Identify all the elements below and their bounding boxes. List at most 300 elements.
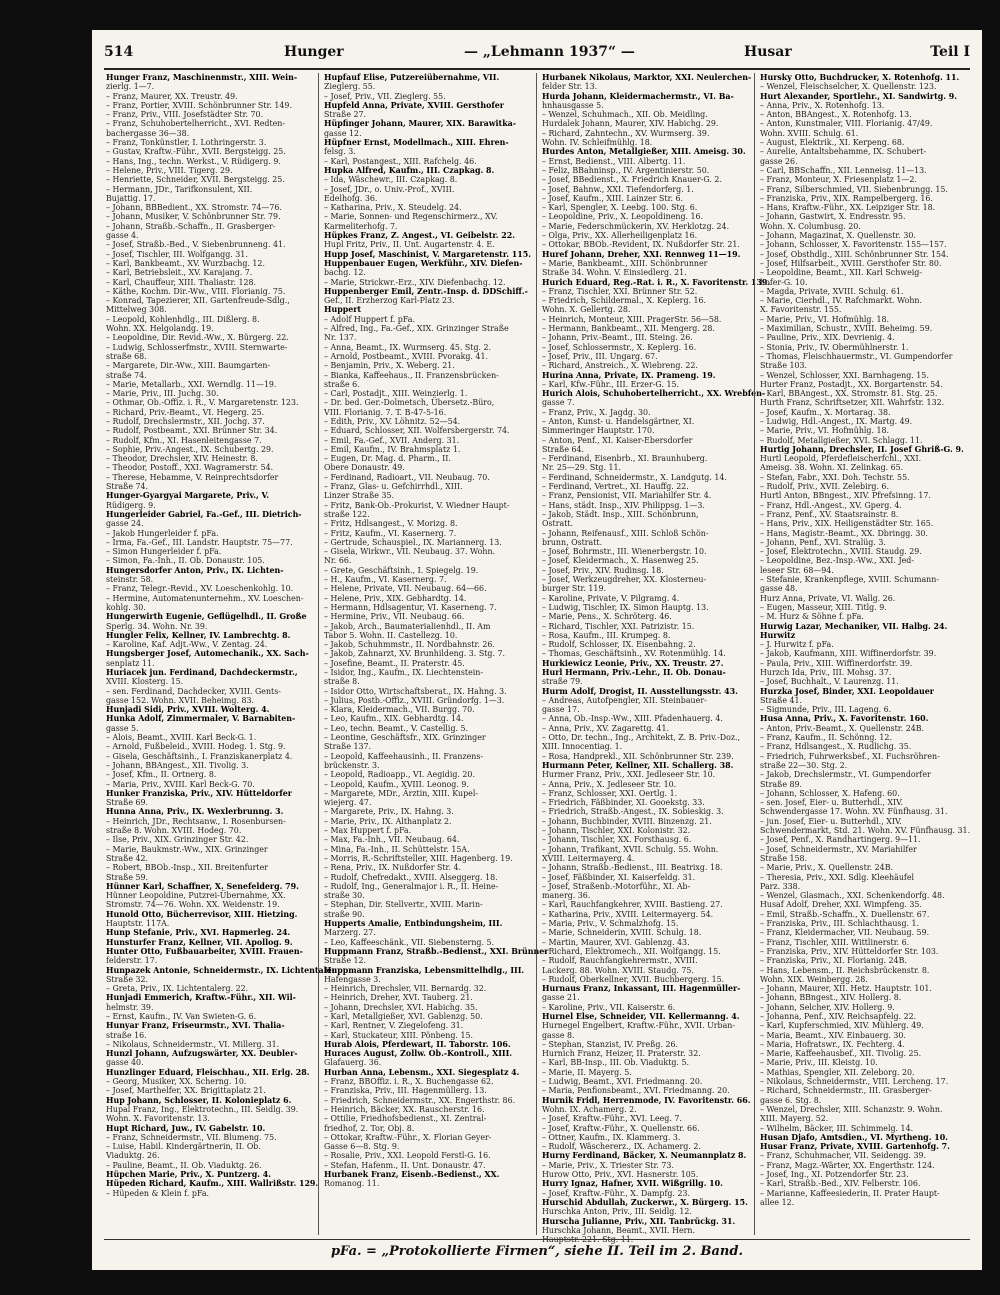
directory-entry: gasse 26. <box>760 156 798 166</box>
directory-entry: – Ferdinand, Eisenbrb., XI. Braunhuberg. <box>542 454 708 464</box>
directory-entry: – Jakob, Zahnarzt, XV. Brunhildeng. 3. Stg. 7. <box>324 649 505 659</box>
directory-surname-entry: Hupperts Amalie, Entbindungsheim, III. <box>324 919 503 929</box>
directory-entry: straße 122. <box>324 509 370 519</box>
directory-entry: – Jakob, Drechslermstr., VI. Gumpendorfer <box>760 770 931 780</box>
directory-entry: – Johann, BBngest., XIV. Hollerg. 8. <box>760 993 902 1003</box>
directory-entry: – Wenzel, Schuhmach., XII. Ob. Meidling. <box>542 110 708 120</box>
directory-entry: Zieglerg. 55. <box>324 82 376 92</box>
directory-entry: Hurschka Anton, Priv., III. Seidlg. 12. <box>542 1207 692 1217</box>
directory-entry: – Josef, Priv., XIV. Rudinsg. 18. <box>542 565 664 575</box>
directory-entry: zierlg. 1—7. <box>106 82 155 92</box>
directory-entry: – Hans, Lebensm., II. Reichsbrückenstr. 8. <box>760 965 930 975</box>
directory-surname-entry: Hungerwirth Eugenie, Geflügelhdl., II. Große <box>106 612 307 622</box>
directory-entry: – Leontine, Geschäftsfr., XIX. Grinzinger <box>324 733 486 743</box>
directory-entry: Husaf Adolf, Dreher, XXI. Wimpfeng. 35. <box>760 900 922 910</box>
page-number: 514 <box>104 44 134 60</box>
directory-entry: – Stephan, Stanzist, IV. Preßg. 26. <box>542 1039 679 1049</box>
directory-entry: gasse 17. <box>542 705 580 715</box>
directory-entry: – Josef, Bahnw., XXI. Tiefendorferg. 1. <box>542 184 694 194</box>
directory-entry: – Rudolf, Kfm., XI. Hasenleitengasse 7. <box>106 435 262 445</box>
directory-entry: – Olga, Priv., XX. Allerheiligenplatz 16. <box>542 231 698 241</box>
directory-surname-entry: Hurwitz <box>760 630 796 640</box>
directory-entry: – Gustav, Kraftw.-Führ., XVII. Bergsteigg. 25. <box>106 147 286 157</box>
directory-entry: – August, Elektrik., XI. Kerpeng. 68. <box>760 138 905 148</box>
directory-surname-entry: Hurbanek Nikolaus, Marktor, XXI. Neulerchen- <box>542 73 752 82</box>
directory-entry: – Rudolf, Drechslermstr., XII. Jochg. 37. <box>106 416 265 426</box>
directory-entry: – Richard, Priv.-Beamt., VI. Hegerg. 25. <box>106 407 265 417</box>
directory-entry: Hupl Fritz, Priv., II. Unt. Augartenstr. 4. E. <box>324 240 495 250</box>
directory-entry: – Rena, Priv., IX. Nußdorfer Str. 4. <box>324 863 461 873</box>
directory-entry: – Franz, Penf., XV. Staatsrainstr. 8. <box>760 509 899 519</box>
directory-entry: – Arnold, Fußbeleid., XVIII. Hodeg. 1. Stg. 9. <box>106 742 286 752</box>
directory-entry: – Anna, Ob.-Insp.-Ww., XIII. Pfadenhauerg. 4. <box>542 714 723 724</box>
directory-entry: – Marie, Priv., X. Quellenstr. 24B. <box>760 863 894 873</box>
directory-entry: – Feliz, BBahninsp., IV. Argentinierstr. 50. <box>542 165 710 175</box>
directory-entry: – Johann, Tischler, XX. Forsthausg. 6. <box>542 835 692 845</box>
directory-entry: – Friedrich, Straßb.-Angest., IX. Sobieskig. 3. <box>542 807 724 817</box>
directory-entry: – sen. Josef, Eier- u. Butterhdl., XIV. <box>760 798 903 808</box>
directory-entry: – Julius, Postb.-Offiz., XVIII. Gründorfg. 1—3. <box>324 695 505 705</box>
directory-entry: – Klara, Kleidermach., VII. Burgg. 70. <box>324 705 475 715</box>
directory-entry: – Leo, Kaffeeschänk., VII. Siebensterng. 5. <box>324 937 495 947</box>
directory-entry: Hurnich Franz, Heizer, II. Praterstr. 32. <box>542 1049 701 1059</box>
directory-entry: – Fritz, Bank-Ob.-Prokurist, V. Wiedner Haupt- <box>324 500 510 510</box>
directory-entry: Wohn. IX. Achamerg. 2. <box>542 1104 637 1114</box>
directory-entry: Hurdalek Johann, Maurer, XIV. Habichg. 29. <box>542 119 719 129</box>
directory-entry: – Bianka, Kaffeehaus., II. Franzensbrücken- <box>324 370 499 380</box>
directory-entry: – Josef, Schneidermstr., XV. Mariahilfer <box>760 844 917 854</box>
directory-entry: bachergasse 36—38. <box>106 128 190 138</box>
directory-entry: – Katharina, Priv., X. Steudelg. 24. <box>324 203 462 213</box>
directory-entry: – Karl, Chauffeur, XIII. Thaliastr. 128. <box>106 277 257 287</box>
directory-entry: Gef., II. Erzherzog Karl-Platz 23. <box>324 296 455 306</box>
directory-entry: – M. Hurz & Söhne f. pFa. <box>760 612 864 622</box>
directory-entry: – Alfred, Ing., Fa.-Gef., XIX. Grinzinger Straße <box>324 324 509 334</box>
directory-entry: – Johann, Maurer, XII. Hetz. Hauptstr. 101. <box>760 984 932 994</box>
directory-entry: – Franz, Maurer, XX. Treustr. 49. <box>106 91 238 101</box>
directory-entry: – Karl, Spengler, X. Leebg. 100. Stg. 6. <box>542 203 698 213</box>
directory-surname-entry: Hurab Alois, Pferdewart, II. Taborstr. 106. <box>324 1039 511 1049</box>
directory-entry: – Ferdinand, Radioart., VII. Neubaug. 70. <box>324 472 490 482</box>
directory-entry: – Marie, Baukmstr.-Ww., XIX. Grinzinger <box>106 844 268 854</box>
directory-entry: straße 8. Wohn. XVIII. Hodeg. 70. <box>106 826 242 836</box>
directory-entry: XVIII. Leitermayerg. 4. <box>542 853 635 863</box>
directory-entry: – Hermann, Bankbeamt., XII. Mengerg. 28. <box>542 324 715 334</box>
page-header <box>104 44 970 70</box>
directory-entry: – Josef, Kraftw.-Führ., XVI. Leeg. 7. <box>542 1114 682 1124</box>
directory-entry: bachg. 12. <box>324 268 366 278</box>
directory-entry: – Leopold, Kaufm., XVIII. Leonog. 9. <box>324 779 469 789</box>
directory-entry: – Hans, Kraftw.-Führ., XX. Leipziger Str. 18. <box>760 203 936 213</box>
directory-entry: – Carl, Postadjt., XIII. Weinzierlg. 1. <box>324 389 468 399</box>
directory-entry: – Rudolf, Chefredakt., XVIII. Alseggerg. 18. <box>324 872 498 882</box>
directory-entry: steinstr. 58. <box>106 575 154 585</box>
directory-entry: – Marie, Priv., VI. Hofmühlg. 18. <box>760 426 890 436</box>
directory-entry: – Hermann, Hdlsagentur, VI. Kaserneng. 7. <box>324 602 497 612</box>
directory-entry: – sen. Ferdinand, Dachdecker, XVIII. Gents- <box>106 686 281 696</box>
directory-entry: – Karl, Stuckateur, XIII. Pönbeng. 15. <box>324 1030 473 1040</box>
directory-entry: – Rudolf, Rauchfangkehrermstr., XVIII. <box>542 956 698 966</box>
directory-surname-entry: Hungsberger Josef, Automechanik., XX. Sach- <box>106 649 309 659</box>
directory-entry: – Gertrude, Schauspiel., IX. Mariannerg. 13. <box>324 537 502 547</box>
header-left-word: Hunger <box>284 44 344 60</box>
directory-entry: Tabor 5. Wohn. II. Castellezg. 10. <box>324 630 458 640</box>
directory-entry: – Margarete, Priv., IX. Hahng. 3. <box>324 807 454 817</box>
directory-entry: Straße 32. <box>106 974 149 984</box>
directory-entry: – Edith, Priv., XV. Löhnitz. 52—54. <box>324 416 461 426</box>
directory-entry: – Heinrich, Drechsler, VII. Bernardg. 32. <box>324 984 487 994</box>
directory-entry: – Josef, Werkzeugdreher, XX. Klosterneu- <box>542 575 707 585</box>
directory-entry: – Franziska, Priv., XI. Florianig. 24B. <box>760 956 907 966</box>
directory-entry: – Rudolf, Priv., XVII. Zelebirg. 6. <box>760 482 889 492</box>
directory-entry: – Thomas, Geschäftsinh., XV. Rotenmühlg. 14. <box>542 649 726 659</box>
directory-entry: – Josef, Obsthdlg., XIII. Schönbrunner Str. 154. <box>760 249 949 259</box>
directory-entry: Viaduktg. 26. <box>106 1151 160 1161</box>
directory-entry: – Ludwig, Schlosserfmstr., XVIII. Sternwarte- <box>106 342 288 352</box>
directory-entry: – Franz, Tischler, XIII. Wittlinerstr. 6. <box>760 937 910 947</box>
directory-entry: Hafengasse 3. <box>324 974 381 984</box>
directory-surname-entry: Hunzl Johann, Aufzugswärter, XX. Deubler- <box>106 1049 298 1059</box>
directory-entry: – Richard, Zahntechn., XV. Wurmserg. 39. <box>542 128 710 138</box>
directory-entry: straße 22—30. Stg. 2. <box>760 760 848 770</box>
directory-entry: – Maria, Priv., XVIII. Karl Beck-G. 70. <box>106 779 255 789</box>
directory-entry: – Johann, Reifenausf., XIII. Schloß Schön- <box>542 528 709 538</box>
directory-entry: – Jakob, Schuhmmstr., II. Nordbahnstr. 26. <box>324 640 495 650</box>
directory-entry: Gasse 6—8. Stg. 9. <box>324 1142 400 1152</box>
directory-entry: – Josef, Straßb.-Bed., V. Siebenbrunneng. 41. <box>106 240 286 250</box>
directory-entry: – Margarete, Dir.-Ww., XIII. Baumgarten- <box>106 361 271 371</box>
directory-surname-entry: Hurny Ferdinand, Bäcker, X. Neumannplatz 8. <box>542 1151 747 1161</box>
directory-entry: – Josef, Kaufm., X. Mortarag. 38. <box>760 407 891 417</box>
directory-surname-entry: Hüpfinger Johann, Maurer, XIX. Barawitka- <box>324 119 517 129</box>
directory-entry: – Othmar, Ob.-Offiz. i. R., V. Margaretenstr. 123. <box>106 398 299 408</box>
directory-entry: Hurzch Ida, Priv., III. Mohsg. 37. <box>760 668 892 677</box>
directory-entry: – Pauline, Priv., XIX. Devrienig. 4. <box>760 333 895 343</box>
directory-entry: – Franz, Schneidermstr., VII. Blumeng. 75. <box>106 1132 277 1142</box>
directory-entry: X. Favoritenstr. 155. <box>760 305 842 315</box>
directory-entry: Wohn. X. Columbusg. 20. <box>760 221 861 231</box>
directory-entry: – Josef, Schlossermstr., X. Keplerg. 16. <box>542 342 697 352</box>
directory-surname-entry: Hüpeden Richard, Kaufm., XIII. Wallrißstr. 129. <box>106 1179 319 1189</box>
directory-entry: Obere Donaustr. 49. <box>324 463 405 473</box>
directory-surname-entry: Hunker Franziska, Priv., XIV. Hütteldorfer <box>106 788 292 798</box>
directory-entry: – Karl, Betriebsleit., XV. Karajang. 7. <box>106 268 253 278</box>
footer-note: pFa. = „Protokollierte Firmen“, siehe II. Teil im 2. Band. <box>330 1244 744 1259</box>
directory-entry: – Eduard, Schlosser, XII. Wolfersbergerstr. 74. <box>324 426 510 436</box>
directory-entry: Wohn. X. Favoritenstr. 13. <box>106 1114 210 1124</box>
directory-surname-entry: Husar Franz, Private, XVIII. Gartenhofg. 7. <box>760 1142 950 1152</box>
directory-entry: – Josef, Kraftw.-Führ., X. Dampfg. 23. <box>542 1188 690 1198</box>
directory-entry: – Thomas, Fleischhauermstr., VI. Gumpendorfer <box>760 351 953 361</box>
directory-entry: – Franziska, Priv., III. Hagenmüllerg. 13. <box>324 1086 487 1096</box>
directory-surname-entry: Hupka Alfred, Kaufm., III. Czapkag. 8. <box>324 165 495 175</box>
directory-entry: – Maria, Priv., V. Schmalzhofg. 15. <box>542 919 679 929</box>
directory-entry: – Marie, Priv., X. Triester Str. 73. <box>542 1160 674 1170</box>
directory-entry: – Franz, Kleidermacher, VII. Neubaug. 59. <box>760 928 930 938</box>
directory-entry: VIII. Florianig. 7. T. B-47-5-16. <box>324 407 447 417</box>
directory-entry: Straße 137. <box>324 742 372 752</box>
directory-surname-entry: Hursky Otto, Buchdrucker, X. Rotenhofg. 11. <box>760 73 960 82</box>
directory-surname-entry: Hunpazek Antonie, Schneidermstr., IX. Lichtentaler <box>106 965 336 975</box>
directory-entry: – Johanna, Penf., XIV. Reichsapfelg. 22. <box>760 1011 917 1021</box>
header-rule <box>104 68 970 70</box>
directory-surname-entry: Huppenbauer Eugen, Werkführ., XIV. Diefen- <box>324 258 523 268</box>
directory-surname-entry: Huref Johann, Dreher, XXI. Rennweg 11—19. <box>542 249 741 259</box>
directory-entry: – Ludwig, Tischler, IX. Simon Hauptg. 13. <box>542 602 709 612</box>
directory-entry: Straße 103. <box>760 361 808 371</box>
directory-entry: – Georg, Musiker, XX. Scherng. 10. <box>106 1077 247 1087</box>
directory-entry: – Ottokar, Kraftw.-Führ., X. Florian Geyer- <box>324 1132 492 1142</box>
directory-entry: – Josef, Fäßbinder, XI. Kaiserfeldg. 31. <box>542 872 696 882</box>
directory-entry: – Adolf Huppert f. pFa. <box>324 314 415 324</box>
directory-surname-entry: Hurt Alexander, Sportlehr., XI. Sandwirtg. 9. <box>760 91 957 101</box>
directory-entry: – Karl, Straßb.-Bed., XIV. Felberstr. 106. <box>760 1179 921 1189</box>
directory-entry: – Jakob, Kaufmann, XIII. Wiffinerdorfstr. 39. <box>760 649 937 659</box>
directory-entry: – Sigmunde, Priv., III. Lageng. 6. <box>760 705 892 715</box>
directory-entry: – Johann, Penf., XVI. Stralüg. 3. <box>760 537 886 547</box>
directory-entry: – Leopoldine, Priv., X. Leopoldineng. 16. <box>542 212 704 222</box>
directory-surname-entry: Hunna Anna, Priv., IX. Wexlerbrunng. 3. <box>106 807 284 817</box>
directory-surname-entry: Husa Anna, Priv., X. Favoritenstr. 160. <box>760 714 929 724</box>
directory-entry: – Heinrich, Dreher, XVI. Tauberg. 21. <box>324 993 473 1003</box>
directory-entry: – Ernst, Kaufm., IV. Van Swieten-G. 6. <box>106 1011 257 1021</box>
directory-surname-entry: Hurl Hermann, Priv.-Lehr., II. Ob. Donau- <box>542 668 726 677</box>
directory-entry: – Karl, Rauchfangkehrer, XVIII. Bastieng. 27. <box>542 900 723 910</box>
directory-entry: – J. Hurwitz f. pFa. <box>760 640 834 650</box>
directory-entry: Straße 42. <box>106 853 149 863</box>
directory-entry: – Marie, Pens., X. Schröterg. 46. <box>542 612 672 622</box>
column-4 <box>758 73 970 1235</box>
directory-entry: brückenstr. 3. <box>324 760 380 770</box>
directory-entry: – Josef, Priv., III. Ungarg. 67. <box>542 351 658 361</box>
directory-surname-entry: Hurda Johann, Kleidermachermstr., VI. Ba- <box>542 91 734 101</box>
directory-entry: – Hermine, Automatenunternehm., XV. Loeschen- <box>106 593 304 603</box>
directory-entry: Schwendermarkt, Std. 21. Wohn. XV. Fünfhausg. 31. <box>760 826 971 836</box>
directory-surname-entry: Huriacek jun. Ferdinand, Dachdeckermstr., <box>106 668 298 677</box>
directory-entry: – Katharina, Priv., XVIII. Leitermayerg. 54. <box>542 909 714 919</box>
directory-entry: – Hüpeden & Klein f. pFa. <box>106 1188 210 1198</box>
directory-entry: – Marie, Sonnen- und Regenschirmerz., XV. <box>324 212 498 222</box>
directory-entry: Marzerg. 27. <box>324 928 376 938</box>
directory-entry: – Heinrich, JDr., Rechtsanw., I. Rosenbursen- <box>106 816 286 826</box>
directory-entry: – Karl, Rentner, V. Ziegelofeng. 31. <box>324 1021 464 1031</box>
directory-entry: – Heinrich, Monteur, XIII. PragerStr. 56—58. <box>542 314 722 324</box>
directory-entry: wiejerg. 47. <box>324 798 372 808</box>
directory-entry: Hurnegel Engelbert, Kraftw.-Führ., XVII. Urban- <box>542 1021 736 1031</box>
directory-entry: – Gisela, Wirkwr., VII. Neubaug. 37. Wohn. <box>324 547 496 557</box>
directory-entry: Sperlg. 34. Wohn. Nr. 39. <box>106 621 208 631</box>
directory-entry: – Ilse, Priv., XIX. Grinzinger Str. 42. <box>106 835 249 845</box>
directory-entry: – Mathias, Spengler, XII. Zeleborg. 20. <box>760 1067 915 1077</box>
directory-entry: – Marie, Priv., VI. Hofmühlg. 18. <box>760 314 890 324</box>
directory-entry: – Greta, Priv., IX. Lichtentalerg. 22. <box>106 984 249 994</box>
directory-entry: Straße 27. <box>324 110 367 120</box>
directory-entry: – Hans, Priv., XIX. Heiligenstädter Str. 165. <box>760 519 934 529</box>
directory-entry: Edelhofg. 36. <box>324 193 378 203</box>
directory-entry: – Rudolf, Oberkellner, XVII. Buchbergerg. 15. <box>542 974 725 984</box>
directory-entry: – Fritz, Hdlsangest., V. Morizg. 8. <box>324 519 458 529</box>
directory-entry: – Margarete, MDr., Ärztin, XIII. Kupel- <box>324 788 479 798</box>
directory-entry: senplatz 11. <box>106 658 155 668</box>
directory-entry: – Friedrich, Fäßbinder, XI. Gooekstg. 33. <box>542 798 705 808</box>
directory-entry: Hurz Anna, Private, VI. Wallg. 26. <box>760 593 896 603</box>
directory-entry: Stromstr. 74—76. Wohn. XX. Weidenstr. 19. <box>106 900 280 910</box>
directory-entry: Hurow Otto, Priv., XVI. Hasnerstr. 105. <box>542 1170 699 1180</box>
directory-entry: Schwendergasse 17. Wohn. XV. Fünfhausg. 31. <box>760 807 948 817</box>
directory-entry: – Anna, Priv., X. Rotenhofg. 13. <box>760 100 885 110</box>
directory-entry: – Stefanie, Krankenpflege, XVIII. Schumann- <box>760 575 940 585</box>
directory-entry: Lackerg. 88. Wohn. XVIII. Staudg. 75. <box>542 965 694 975</box>
directory-surname-entry: Hurwig Lazar, Mechaniker, VII. Halbg. 24. <box>760 621 948 631</box>
directory-entry: Hurtl Leopold, Pferdefleischerfchl., XXI. <box>760 454 922 464</box>
directory-entry: – Wenzel, Glasmach., XXI. Schenkendorfg. 48. <box>760 891 945 901</box>
directory-entry: – Andreas, Autofpengler, XII. Steinbauer- <box>542 695 707 705</box>
directory-surname-entry: Hunold Otto, Bücherrevisor, XIII. Hietzing. <box>106 909 298 919</box>
directory-entry: – Fritz, Kaufm., VI. Kasernerg. 7. <box>324 528 457 538</box>
directory-entry: – Josef, Penf., X. Randhartingerg. 9—11. <box>760 835 921 845</box>
directory-entry: straße 16. <box>106 1030 147 1040</box>
directory-entry: – Josef, Priv., VII. Zieglerg. 55. <box>324 91 446 101</box>
directory-entry: – Marie, Priv., IX. Althanplatz 2. <box>324 816 452 826</box>
directory-entry: – Maximilian, Schustr., XVIII. Beheimg. 59. <box>760 324 933 334</box>
directory-entry: – Friedrich, Schneidermstr., XX. Engerthstr. 86. <box>324 1095 516 1105</box>
directory-entry: – Isidor, Ing., Kaufm., IX. Liechtenstein- <box>324 668 484 677</box>
directory-surname-entry: Hup Johann, Schlosser, II. Kolonieplatz 6. <box>106 1095 292 1105</box>
directory-entry: – Stonia, Priv., IV. Obermühlnerstr. 1. <box>760 342 909 352</box>
directory-entry: gasse 40. <box>106 1058 144 1068</box>
directory-columns <box>104 73 971 1245</box>
directory-entry: – Johann, Drechsler, XVI. Habichg. 35. <box>324 1002 478 1012</box>
directory-entry: – Josef, Kraftw.-Führ., X. Quellenstr. 66. <box>542 1123 700 1133</box>
directory-entry: Hauptstr. 117A. <box>106 919 170 929</box>
directory-entry: – Johann, Gastwirt, X. Endresstr. 95. <box>760 212 906 222</box>
directory-surname-entry: Hunp Stefanie, Priv., XVI. Hapmerleg. 24. <box>106 928 291 938</box>
directory-entry: – Maria, Beamt., XIV. Einbauerg. 30. <box>760 1030 906 1040</box>
directory-entry: – Josef, Straßenb.-Motorführ., XI. Ab- <box>542 881 691 891</box>
directory-entry: – Rudolf, Metallgießer, XVI. Schlagg. 11. <box>760 435 923 445</box>
directory-surname-entry: Hurbanek Franz, Eisenb.-Bedienst., XX. <box>324 1170 500 1180</box>
directory-surname-entry: Hungersdorfer Anton, Priv., IX. Lichten- <box>106 565 284 575</box>
directory-entry: Wohn. X. Gellertg. 28. <box>542 305 631 315</box>
directory-entry: XIII. Innocentiag. 1. <box>542 742 623 752</box>
directory-entry: – Jakob Hungerleider f. pFa. <box>106 528 219 538</box>
directory-entry: felsg. 3. <box>324 147 356 157</box>
directory-entry: – Josef, Bohrmstr., III. Wienerbergstr. 10. <box>542 547 707 557</box>
directory-entry: – Karl, Metallgießer, XVI. Gablenzg. 50. <box>324 1011 483 1021</box>
directory-entry: – Johann, Tischler, XXI. Kolonistr. 32. <box>542 826 691 836</box>
directory-entry: – Johann, BBBedient., XX. Stromstr. 74—76. <box>106 203 282 213</box>
directory-entry: – Franz, Kaufm., II. Schönng. 12. <box>760 733 892 743</box>
directory-entry: – Alois, Beamt., XVIII. Karl Beck-G. 1. <box>106 733 257 743</box>
directory-entry: – Emil, Kaufm., IV. Brahmsplatz 1. <box>324 444 461 454</box>
directory-entry: – Johann, Trafikant, XVII. Schulg. 55. Wohn. <box>542 844 719 854</box>
directory-surname-entry: Huppmann Franziska, Lebensmittelhdlg., III. <box>324 965 525 975</box>
directory-entry: – Leopoldine, Beamt., XII. Karl Schweig- <box>760 268 922 278</box>
directory-entry: – Leopold, Radioapp., VI. Aegidig. 20. <box>324 770 475 780</box>
directory-entry: Hurschka Johann, Beamt., XVII. Hern. <box>542 1225 695 1235</box>
directory-entry: – Richard, Anstreich., X. Wiebreng. 22. <box>542 361 698 371</box>
directory-entry: – Marie, Federschmückerin, XV. Herklotzg. 24. <box>542 221 730 231</box>
directory-surname-entry: Hunyar Franz, Friseurmstr., XVI. Thalia- <box>106 1021 285 1031</box>
directory-entry: – H., Kaufm., VI. Kasernerg. 7. <box>324 575 447 585</box>
directory-entry: gasse 48. <box>760 584 798 594</box>
directory-entry: – Karl, BBAngest., XX. Stromstr. 81. Stg. 25. <box>760 389 938 399</box>
directory-entry: – Max Huppert f. pFa. <box>324 826 412 836</box>
directory-entry: – Marie, Priv., III. Kleistg. 10. <box>760 1058 878 1068</box>
directory-entry: – Leopoldine, Bez.-Insp.-Ww., XXI. Jed- <box>760 556 914 566</box>
directory-entry: – Marie, Priv., III. Juchg. 30. <box>106 389 219 399</box>
directory-surname-entry: Hurnel Else, Schneider, VII. Kellermanng. 4. <box>542 1011 740 1021</box>
directory-entry: – Morris, R.-Schriftsteller, XIII. Hagenberg. 19. <box>324 853 513 863</box>
directory-surname-entry: Hurry Ignaz, Hafner, XVII. Wißgrillg. 10. <box>542 1179 723 1189</box>
directory-entry: – Rudolf, Ing., Generalmajor i. R., II. Heine- <box>324 881 499 891</box>
directory-entry: – Josefine, Beamt., II. Praterstr. 45. <box>324 658 465 668</box>
directory-surname-entry: Hunsturfer Franz, Kellner, VII. Apollog. 9. <box>106 937 293 947</box>
directory-surname-entry: Hüpfner Ernst, Modellmach., XIII. Ehren- <box>324 138 509 148</box>
column-2 <box>322 73 549 1235</box>
directory-entry: Straße 158. <box>760 853 808 863</box>
directory-entry: allee 12. <box>760 1197 795 1207</box>
directory-surname-entry: Hurich Alois, Schuhobertelherricht., XX. Wrebfen- <box>542 389 766 399</box>
directory-entry: Straße 89. <box>760 779 803 789</box>
directory-entry: – Nikolaus, Schneidermstr., VI. Millerg. 31. <box>106 1039 280 1049</box>
directory-entry: – Johann, Straßb.-Bedienst., III. Beatrixg. 18. <box>542 863 723 873</box>
directory-entry: – Jakob, Arch., Baumaterialienhdl., II. Am <box>324 621 491 631</box>
directory-entry: – Theodor, Drechsler, XIV. Heinestr. 8. <box>106 454 258 464</box>
directory-entry: gasse 6. Stg. 8. <box>760 1095 822 1105</box>
directory-entry: – Rosa, Handprekl., XII. Schönbrunner Str. 239. <box>542 751 734 761</box>
directory-surname-entry: Hurm Adolf, Drogist, II. Ausstellungsstr. 43. <box>542 686 738 696</box>
directory-entry: Straße 69. <box>106 798 149 808</box>
directory-entry: – Franziska, Priv., III. Schlachthausg. 1. <box>760 919 920 929</box>
directory-entry: Karmeliterhofg. 7. <box>324 221 398 231</box>
directory-entry: – Anton, BBAngest., X. Rotenhofg. 13. <box>760 110 912 120</box>
footer-rule <box>104 1239 970 1240</box>
directory-entry: straße 68. <box>106 351 147 361</box>
directory-entry: hofer-G. 10. <box>760 277 808 287</box>
directory-entry: helmstr. 39. <box>106 1002 154 1012</box>
directory-entry: – Josef, Buchhalt., V. Laurenzg. 11. <box>760 677 899 687</box>
directory-entry: gasse 24. <box>106 519 144 529</box>
directory-entry: XIII. Mayerg. 52. <box>760 1114 829 1124</box>
directory-entry: – Josef, JDr., o. Univ.-Prof., XVIII. <box>324 184 455 194</box>
directory-entry: – Stefan, Fabr., XXI. Doh. Techstr. 55. <box>760 472 910 482</box>
directory-entry: Straße 64. <box>542 444 585 454</box>
directory-entry: Rüdigerg. 9. <box>106 500 156 510</box>
directory-entry: – Hans, Magistr.-Beamt., XX. Dbringg. 30. <box>760 528 928 538</box>
directory-entry: gasse 21. <box>542 993 580 1003</box>
directory-entry: Simmeringer Hauptstr. 170. <box>542 426 655 436</box>
directory-entry: – Maria, Penfionsbeamt., XVI. Friedmanng. 20. <box>542 1086 730 1096</box>
directory-entry: – Wilhelm, Bäcker, III. Schimmelg. 14. <box>760 1123 914 1133</box>
directory-entry: Ostratt. <box>542 519 574 529</box>
directory-entry: – Rosalie, Priv., XXI. Leopold Ferstl-G. 16. <box>324 1151 491 1161</box>
directory-entry: – Maria, Hofratswr., IX. Fechterg. 4. <box>760 1039 905 1049</box>
directory-entry: burger Str. 119. <box>542 584 606 594</box>
directory-entry: – Marie, Metallarb., XXI. Werndlg. 11—19. <box>106 379 277 389</box>
directory-entry: – Johann, Magazinat, X. Quellenstr. 30. <box>760 231 916 241</box>
directory-entry: – Ludwig, Hdl.-Angest., IX. Martg. 49. <box>760 416 913 426</box>
directory-entry: Linzer Straße 35. <box>324 491 395 501</box>
directory-entry: – Rosa, Kaufm., III. Krumpeg. 8. <box>542 630 671 640</box>
directory-entry: – Josef, BBedienst., X. Friedrich Knauer-G. 2. <box>542 175 722 185</box>
directory-surname-entry: Hungerleider Gabriel, Fa.-Gef., III. Dietrich- <box>106 509 302 519</box>
directory-entry: – Richard, Schneidermstr., III. Grasberger- <box>760 1086 932 1096</box>
directory-surname-entry: Hüpchen Marie, Priv., X. Puntzerg. 4. <box>106 1170 271 1180</box>
directory-entry: Wohn. XVIII. Schulg. 61. <box>760 128 859 138</box>
directory-surname-entry: Hunter Otto, Fußbauarbeiter, XVIII. Frauen- <box>106 946 303 956</box>
directory-entry: friedhof, 2. Tor, Obj. 8. <box>324 1123 415 1133</box>
